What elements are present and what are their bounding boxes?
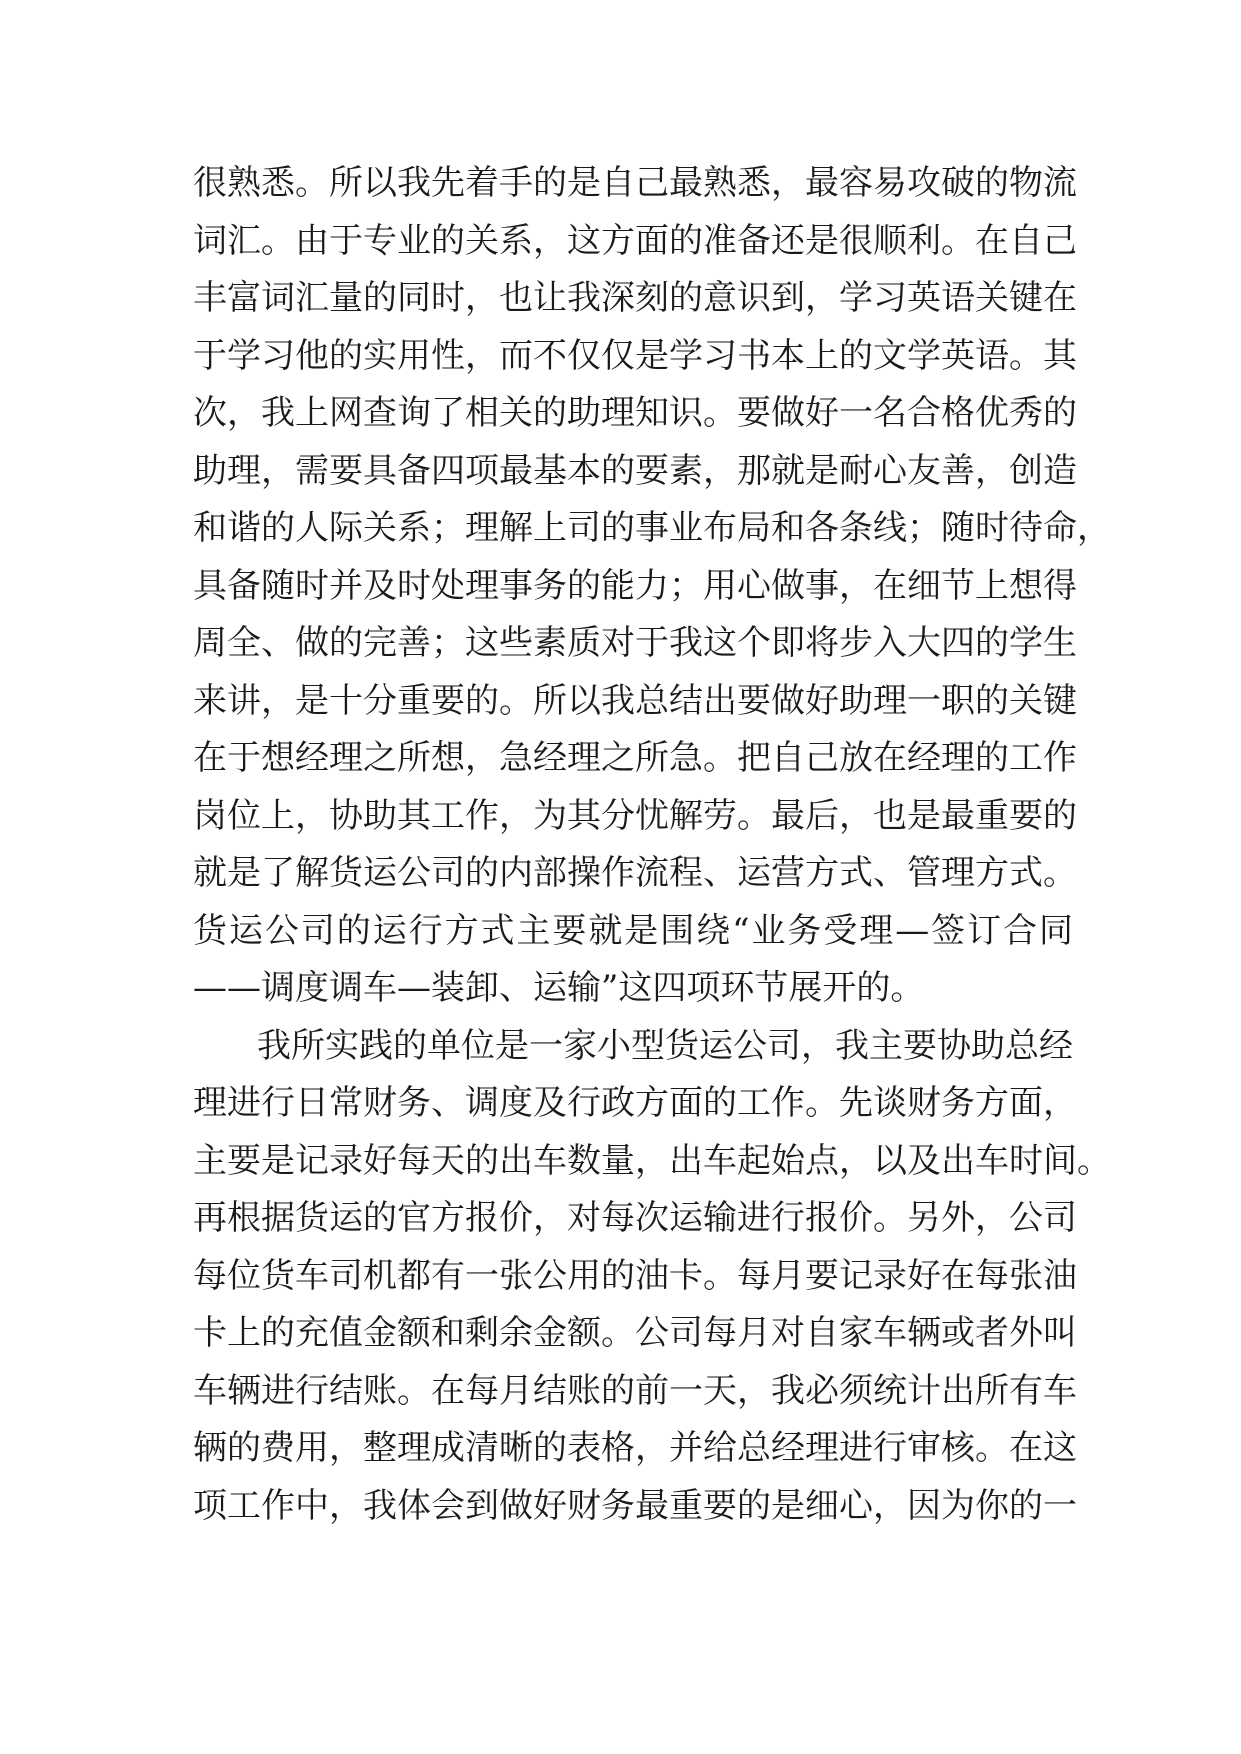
- text-line: 就是了解货运公司的内部操作流程、运营方式、管理方式。: [193, 853, 1077, 893]
- text-line: 车辆进行结账。在每月结账的前一天，我必须统计出所有车: [193, 1370, 1077, 1411]
- text-line: 货运公司的运行方式主要就是围绕“业务受理—签订合同: [193, 910, 1073, 951]
- text-line: 再根据货运的官方报价，对每次运输进行报价。另外，公司: [193, 1198, 1077, 1238]
- text-line: 每位货车司机都有一张公用的油卡。每月要记录好在每张油: [193, 1255, 1077, 1296]
- text-line: 来讲，是十分重要的。所以我总结出要做好助理一职的关键: [193, 680, 1077, 721]
- text-line: 卡上的充值金额和剩余金额。公司每月对自家车辆或者外叫: [193, 1313, 1077, 1353]
- text-line: 周全、做的完善；这些素质对于我这个即将步入大四的学生: [193, 623, 1077, 663]
- body-text: [193, 155, 1111, 1535]
- text-line: 助理，需要具备四项最基本的要素，那就是耐心友善，创造: [193, 450, 1077, 491]
- paragraph-start-line: 我所实践的单位是一家小型货运公司，我主要协助总经: [257, 1025, 1073, 1066]
- text-line: 和谐的人际关系；理解上司的事业布局和各条线；随时待命，: [193, 508, 1111, 548]
- text-line: 丰富词汇量的同时，也让我深刻的意识到，学习英语关键在: [193, 278, 1077, 318]
- text-line: 在于想经理之所想，急经理之所急。把自己放在经理的工作: [193, 738, 1077, 778]
- text-line: 项工作中，我体会到做好财务最重要的是细心，因为你的一: [193, 1485, 1077, 1526]
- text-line: 主要是记录好每天的出车数量，出车起始点，以及出车时间。: [193, 1140, 1111, 1181]
- text-line: 具备随时并及时处理事务的能力；用心做事，在细节上想得: [193, 565, 1077, 606]
- text-line: 很熟悉。所以我先着手的是自己最熟悉，最容易攻破的物流: [193, 163, 1077, 203]
- text-line: 岗位上，协助其工作，为其分忧解劳。最后，也是最重要的: [193, 795, 1077, 836]
- text-line: 次，我上网查询了相关的助理知识。要做好一名合格优秀的: [193, 393, 1077, 433]
- text-line: 于学习他的实用性，而不仅仅是学习书本上的文学英语。其: [193, 335, 1077, 376]
- text-line: 辆的费用，整理成清晰的表格，并给总经理进行审核。在这: [193, 1428, 1077, 1468]
- paragraph-end-line: ——调度调车—装卸、运输”这四项环节展开的。: [193, 968, 925, 1008]
- text-line: 理进行日常财务、调度及行政方面的工作。先谈财务方面，: [193, 1083, 1077, 1123]
- text-line: 词汇。由于专业的关系，这方面的准备还是很顺利。在自己: [193, 220, 1077, 261]
